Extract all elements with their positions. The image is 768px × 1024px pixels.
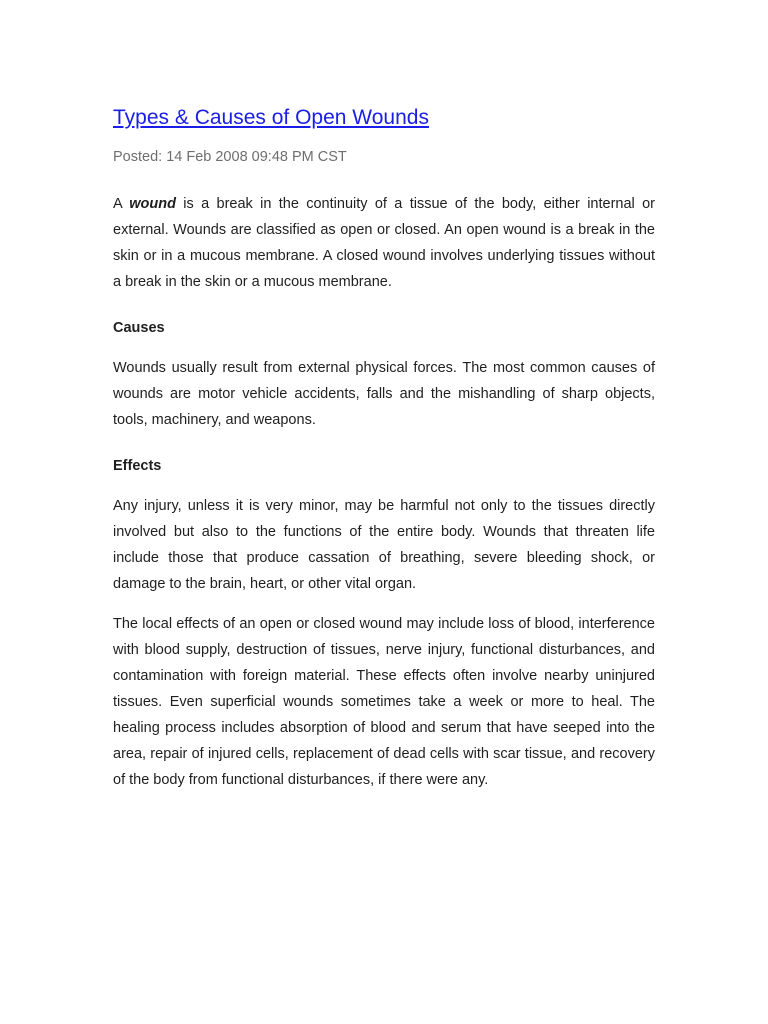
effects-paragraph-2: The local effects of an open or closed wound may include loss of blood, interference with blood supply, destruction of tissues, nerve injury, functional disturbances, and contamination with foreign material. These effects often involve nearby uninjured tissues. Even superficial wounds sometimes take a week or more to heal. The healing process includes absorption of blood and serum that have seeped into the area, repair of injured cells, replacement of dead cells with scar tissue, and recovery of the body from functional disturbances, if there were any.	[113, 616, 655, 788]
causes-paragraph: Wounds usually result from external physical forces. The most common causes of wounds are motor vehicle accidents, falls and the mishandling of sharp objects, tools, machinery, and weapons.	[113, 360, 655, 428]
intro-lead: A	[113, 196, 130, 212]
article-title	[113, 103, 655, 133]
causes-heading: Causes	[113, 320, 165, 336]
intro-rest: is a break in the continuity of a tissue of the body, either internal or external. Wounds are classified as open or closed. An open wound is a break in the skin or in a mucous membrane. A closed wound involves underlying tissues without a break in the skin or a mucous membrane.	[113, 196, 655, 290]
effects-heading: Effects	[113, 458, 162, 474]
intro-paragraph	[113, 191, 655, 295]
article	[113, 103, 655, 793]
intro-keyword: wound	[129, 196, 176, 212]
article-title-link[interactable]: Types & Causes of Open Wounds	[113, 106, 429, 129]
posted-date: Posted: 14 Feb 2008 09:48 PM CST	[113, 149, 347, 165]
effects-paragraph-1: Any injury, unless it is very minor, may be harmful not only to the tissues directly involved but also to the functions of the entire body. Wounds that threaten life include those that produce cassation of breathing, severe bleeding shock, or damage to the brain, heart, or other vital organ.	[113, 498, 655, 592]
